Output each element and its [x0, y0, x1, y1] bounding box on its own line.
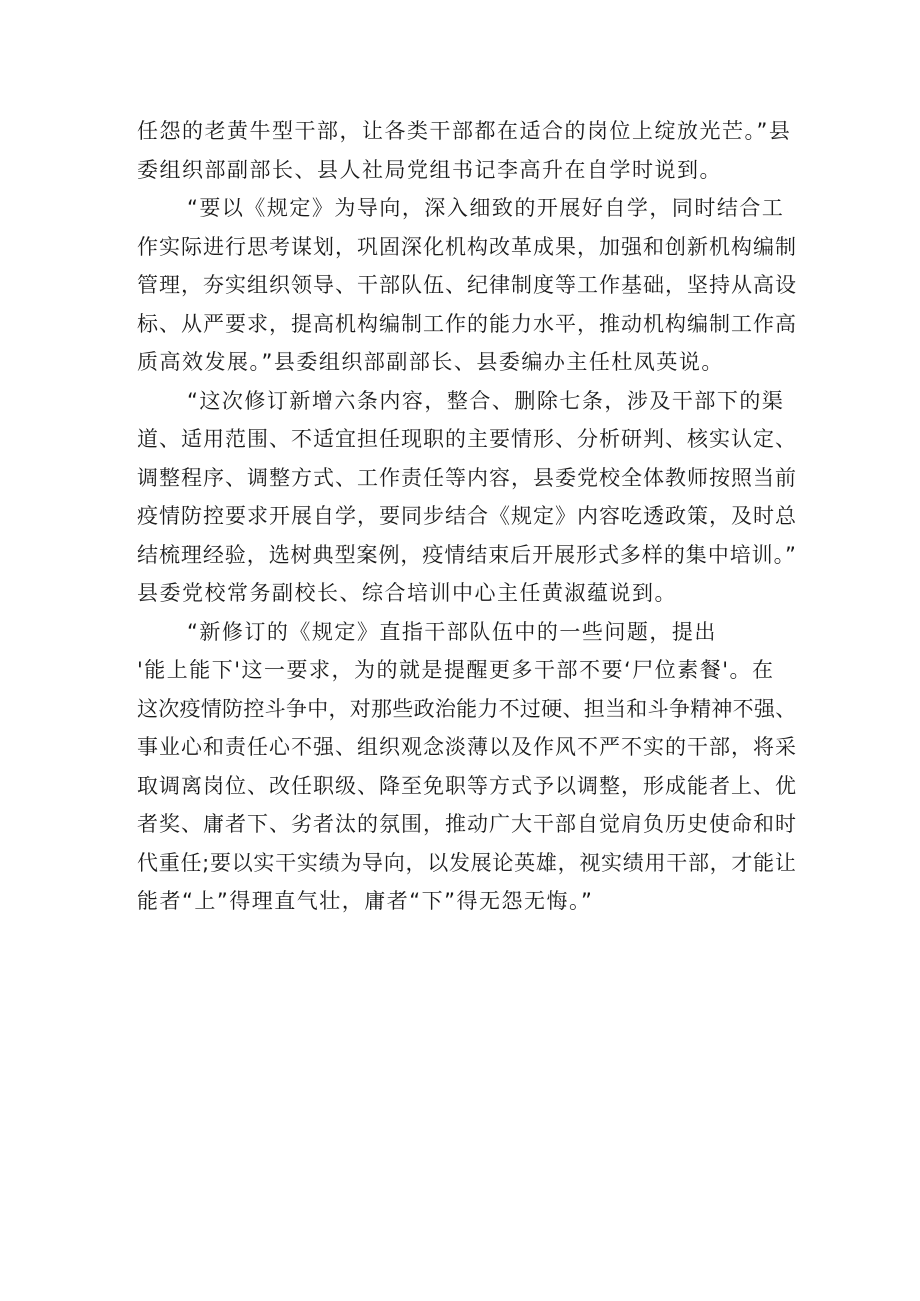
- text-line: 调整程序、调整方式、工作责任等内容，县委党校全体教师按照当前: [137, 465, 797, 490]
- text-line: 取调离岗位、改任职级、降至免职等方式予以调整，形成能者上、优: [137, 773, 797, 798]
- text-line: 结梳理经验，选树典型案例，疫情结束后开展形式多样的集中培训。”: [137, 542, 797, 567]
- text-line: “要以《规定》为导向，深入细致的开展好自学，同时结合工: [187, 196, 785, 220]
- text-line: 作实际进行思考谋划，巩固深化机构改革成果，加强和创新机构编制: [137, 234, 797, 259]
- text-line: '能上能下'这一要求，为的就是提醒更多干部不要‘尸位素餐'。在: [137, 658, 775, 682]
- text-line: “这次修订新增六条内容，整合、删除七条，涉及干部下的渠: [187, 388, 785, 413]
- text-line: 任怨的老黄牛型干部，让各类干部都在适合的岗位上绽放光芒。”县: [137, 119, 792, 143]
- text-line: 管理，夯实组织领导、干部队伍、纪律制度等工作基础，坚持从高设: [137, 273, 797, 297]
- text-line: 疫情防控要求开展自学，要同步结合《规定》内容吃透政策，及时总: [137, 504, 797, 528]
- text-line: 质高效发展。”县委组织部副部长、县委编办主任杜凤英说。: [137, 350, 724, 374]
- document-body: [137, 112, 797, 921]
- paragraph: [137, 613, 797, 921]
- paragraph: [137, 112, 797, 189]
- text-line: 这次疫情防控斗争中，对那些政治能力不过硬、担当和斗争精神不强、: [137, 696, 797, 721]
- text-line: 县委党校常务副校长、综合培训中心主任黄淑蕴说到。: [137, 581, 677, 605]
- text-line: “新修订的《规定》直指干部队伍中的一些问题，提出: [187, 619, 717, 644]
- text-line: 事业心和责任心不强、组织观念淡薄以及作风不严不实的干部，将采: [137, 735, 797, 759]
- text-line: 道、适用范围、不适宜担任现职的主要情形、分析研判、核实认定、: [137, 427, 797, 451]
- text-line: 委组织部副部长、县人社局党组书记李高升在自学时说到。: [137, 157, 722, 182]
- paragraph: [137, 382, 797, 613]
- paragraph: [137, 189, 797, 382]
- text-line: 标、从严要求，提高机构编制工作的能力水平，推动机构编制工作高: [137, 311, 797, 336]
- text-line: 能者“上”得理直气壮，庸者“下”得无怨无悔。”: [137, 889, 594, 913]
- text-line: 者奖、庸者下、劣者汰的氛围，推动广大干部自觉肩负历史使命和时: [137, 812, 797, 836]
- text-line: 代重任;要以实干实绩为导向，以发展论英雄，视实绩用干部，才能让: [137, 850, 797, 875]
